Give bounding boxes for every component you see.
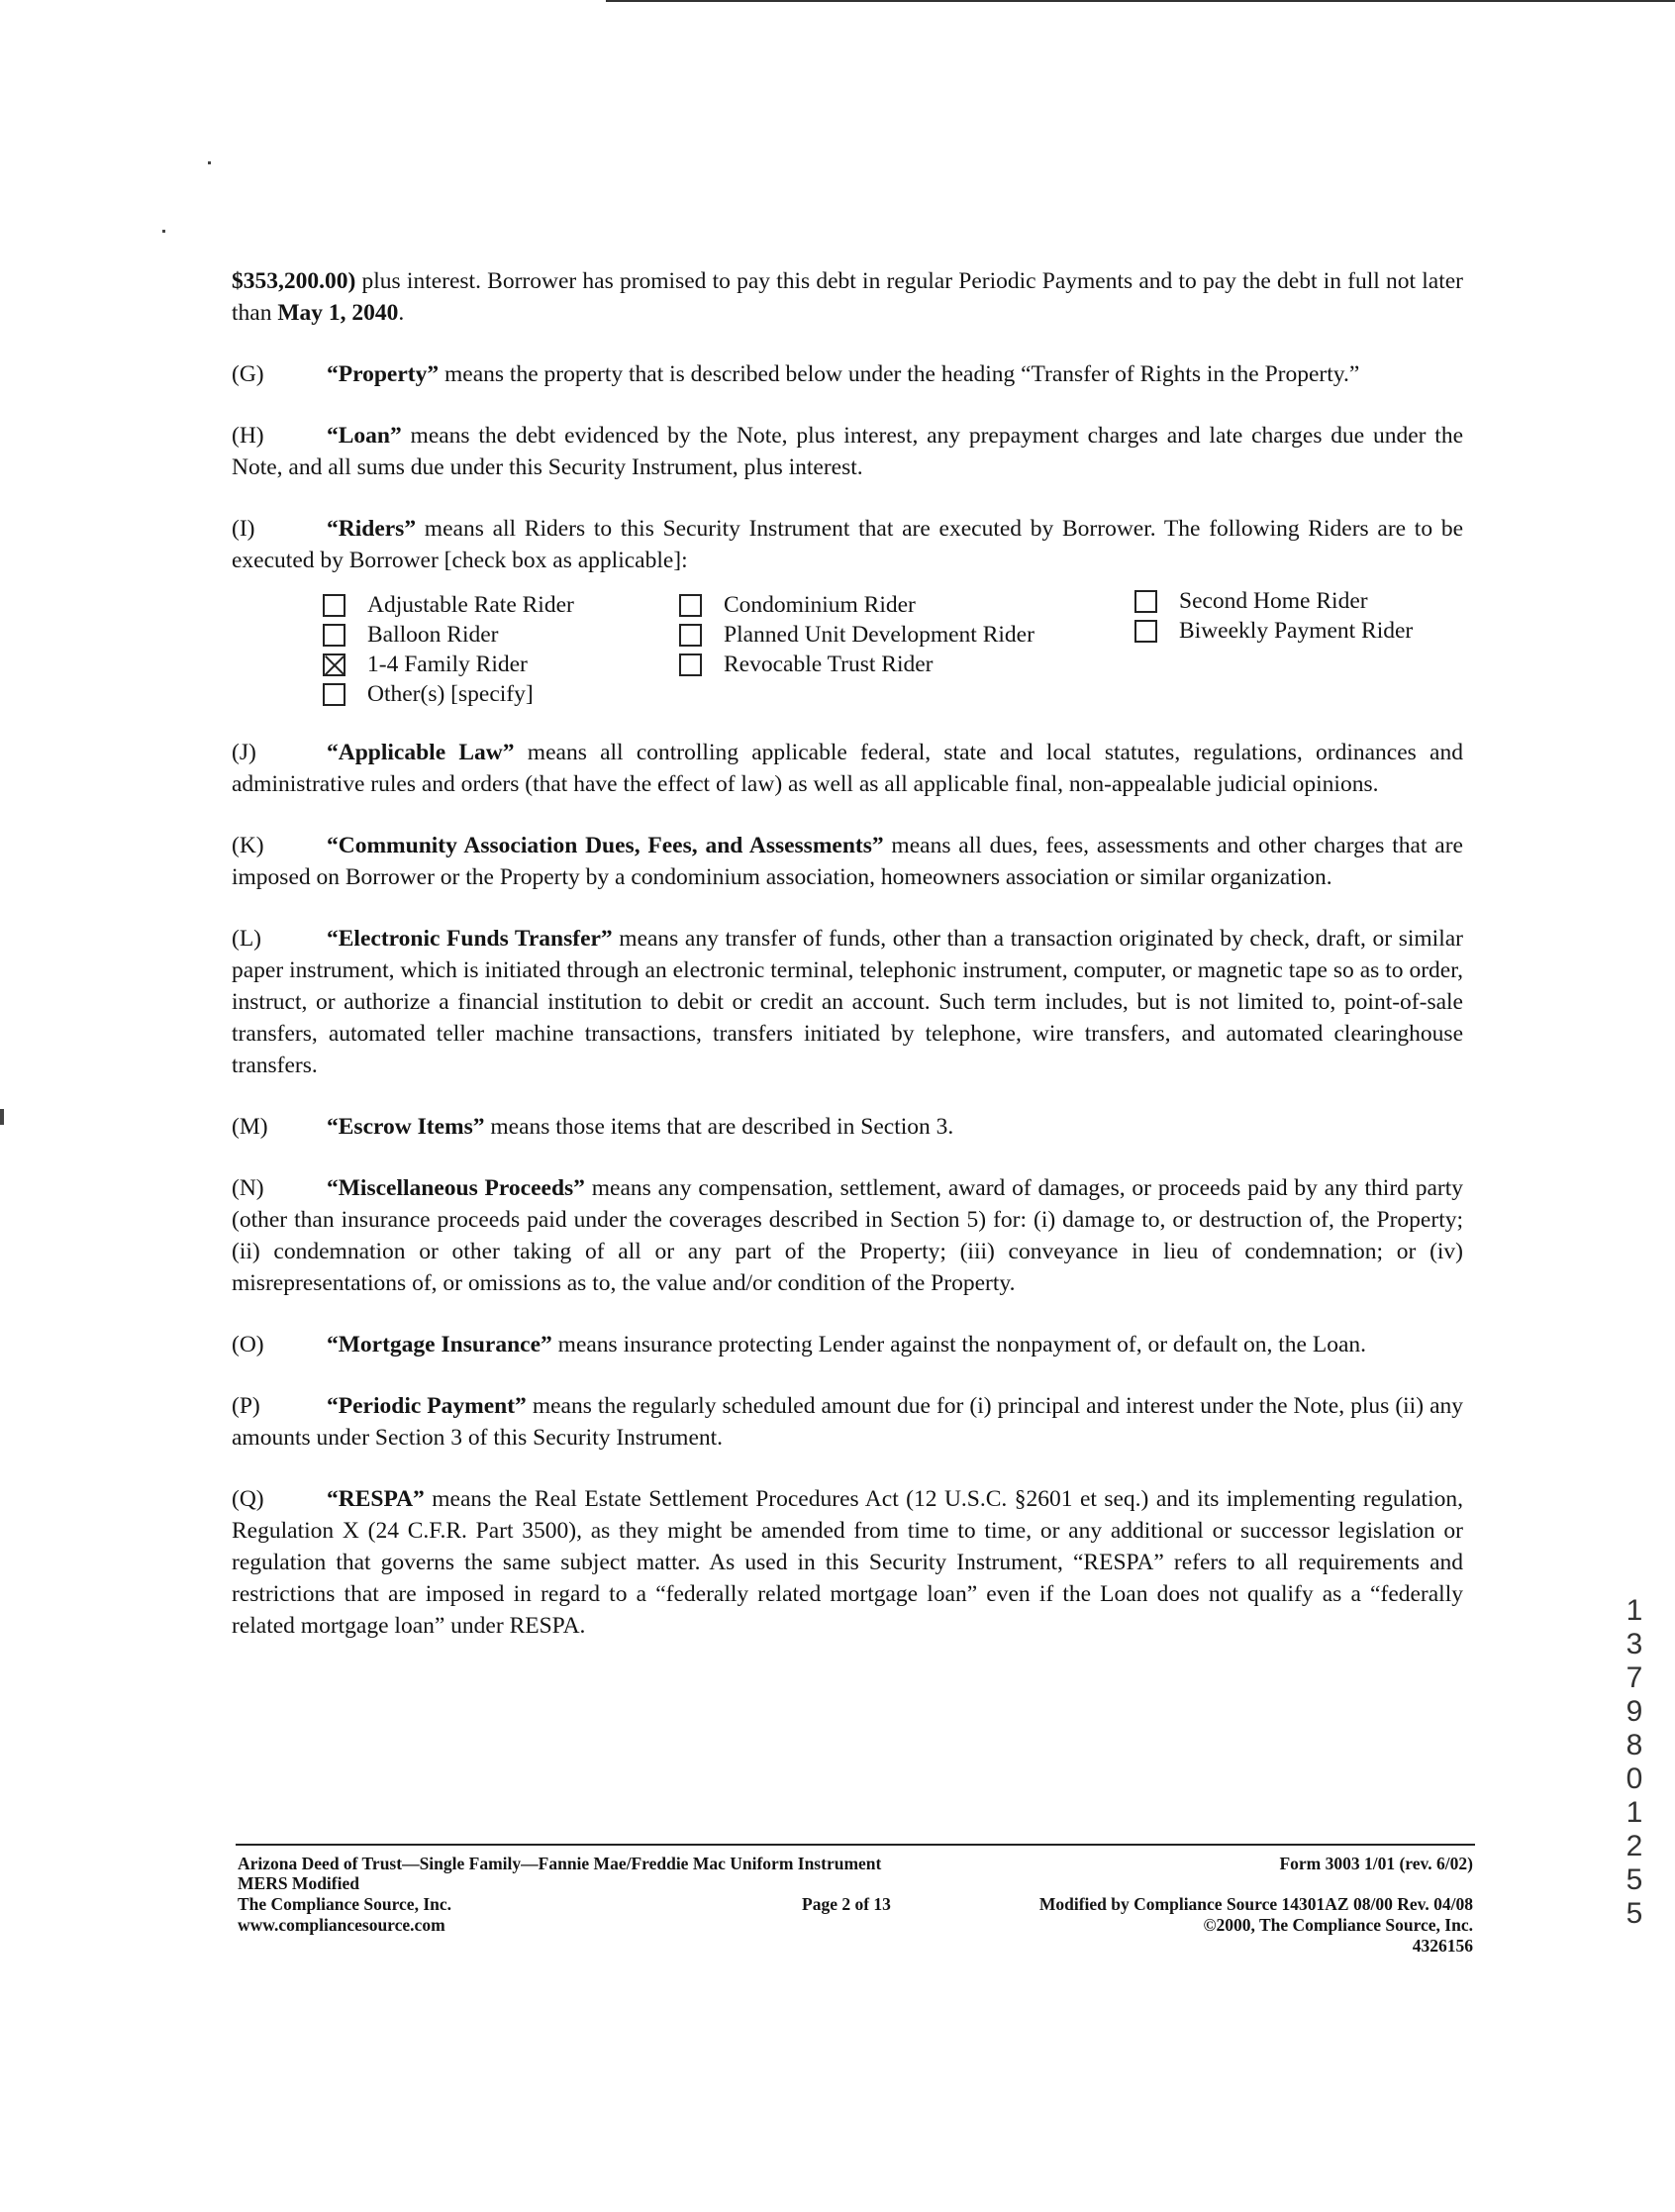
intro-paragraph: $353,200.00) plus interest. Borrower has promised to pay this debt in regular Periodic Payments and to pay the debt in full not later than May 1, 2040. <box>232 268 1463 326</box>
checkbox-checked[interactable] <box>323 654 345 676</box>
side-stamp-number: 1 3 7 9 8 0 1 2 5 5 <box>1626 1594 1643 1930</box>
rider-others[interactable]: Other(s) [specify] <box>323 679 534 709</box>
rider-second-home[interactable]: Second Home Rider <box>1134 586 1368 616</box>
loan-amount: $353,200.00) <box>232 268 356 294</box>
riders-checklist <box>323 587 1463 715</box>
checkbox[interactable] <box>679 594 702 617</box>
document-body <box>232 265 1463 1671</box>
checkbox[interactable] <box>323 683 345 706</box>
checkbox[interactable] <box>1134 590 1157 613</box>
footer-divider <box>236 1844 1475 1846</box>
definition-K: (K) “Community Association Dues, Fees, and Assessments” means all dues, fees, assessments and other charges that are imposed on Borrower or the Property by a condominium association, homeowners association or similar organization. <box>232 833 1463 890</box>
rider-biweekly-payment[interactable]: Biweekly Payment Rider <box>1134 616 1413 646</box>
footer-page-number: Page 2 of 13 <box>802 1894 891 1914</box>
top-border-line <box>606 0 1675 2</box>
definition-H: (H) “Loan” means the debt evidenced by the Note, plus interest, any prepayment charges and late charges due under the Note, and all sums due under this Security Instrument, plus interest. <box>232 423 1463 480</box>
maturity-date: May 1, 2040 <box>277 300 399 326</box>
checkbox[interactable] <box>323 624 345 647</box>
rider-revocable-trust[interactable]: Revocable Trust Rider <box>679 650 934 679</box>
definition-M: (M) “Escrow Items” means those items that are described in Section 3. <box>232 1114 954 1140</box>
definition-N: (N) “Miscellaneous Proceeds” means any compensation, settlement, award of damages, or proceeds paid by any third party (other than insurance proceeds paid under the coverages described in Section 5) for: (i) damage to, or destruction of, the Property; (ii) condemnation or other taking of all or any part of the Property; (iii) conveyance in lieu of condemnation; or (iv) misrepresentations of, or omissions as to, the value and/or condition of the Property. <box>232 1175 1463 1296</box>
footer-copyright: ©2000, The Compliance Source, Inc. <box>1203 1915 1473 1935</box>
rider-1-4-family[interactable]: 1-4 Family Rider <box>323 650 528 679</box>
scan-speck <box>0 1109 4 1125</box>
footer-company: The Compliance Source, Inc. <box>238 1894 451 1914</box>
definition-Q: (Q) “RESPA” means the Real Estate Settlement Procedures Act (12 U.S.C. §2601 et seq.) and its implementing regulation, Regulation X (24 C.F.R. Part 3500), as they might be amended from time to time, or any additional or successor legislation or regulation that governs the same subject matter. As used in this Security Instrument, “RESPA” refers to all requirements and restrictions that are imposed in regard to a “federally related mortgage loan” even if the Loan does not qualify as a “federally related mortgage loan” under RESPA. <box>232 1486 1463 1639</box>
footer-website: www.compliancesource.com <box>238 1915 445 1935</box>
definition-O: (O) “Mortgage Insurance” means insurance protecting Lender against the nonpayment of, or default on, the Loan. <box>232 1332 1367 1357</box>
checkbox[interactable] <box>323 594 345 617</box>
checkbox[interactable] <box>679 654 702 676</box>
footer-modified-by: Modified by Compliance Source 14301AZ 08/00 Rev. 04/08 <box>1038 1894 1473 1914</box>
footer-form-title: Arizona Deed of Trust—Single Family—Fannie Mae/Freddie Mac Uniform Instrument <box>238 1854 882 1873</box>
scan-speck <box>162 230 165 233</box>
rider-adjustable-rate[interactable]: Adjustable Rate Rider <box>323 590 574 620</box>
checkbox[interactable] <box>679 624 702 647</box>
definition-G: (G) “Property” means the property that is described below under the heading “Transfer of Rights in the Property.” <box>232 361 1360 387</box>
rider-planned-unit-development[interactable]: Planned Unit Development Rider <box>679 620 1035 650</box>
footer-document-id: 4326156 <box>1412 1936 1473 1956</box>
definition-J: (J) “Applicable Law” means all controlling applicable federal, state and local statutes, regulations, ordinances and administrative rules and orders (that have the effect of law) as well as all applicable final, non-appealable judicial opinions. <box>232 740 1463 797</box>
definition-L: (L) “Electronic Funds Transfer” means any transfer of funds, other than a transaction originated by check, draft, or similar paper instrument, which is initiated through an electronic terminal, telephonic instrument, computer, or magnetic tape so as to order, instruct, or authorize a financial institution to debit or credit an account. Such term includes, but is not limited to, point-of-sale transfers, automated teller machine transactions, transfers initiated by telephone, wire transfers, and automated clearinghouse transfers. <box>232 926 1463 1078</box>
rider-balloon[interactable]: Balloon Rider <box>323 620 499 650</box>
definition-P: (P) “Periodic Payment” means the regularly scheduled amount due for (i) principal and interest under the Note, plus (ii) any amounts under Section 3 of this Security Instrument. <box>232 1393 1463 1451</box>
rider-condominium[interactable]: Condominium Rider <box>679 590 916 620</box>
definition-I: (I) “Riders” means all Riders to this Security Instrument that are executed by Borrower. The following Riders are to be executed by Borrower [check box as applicable]: <box>232 516 1463 573</box>
footer-form-number: Form 3003 1/01 (rev. 6/02) <box>1279 1854 1473 1873</box>
scan-speck <box>208 161 211 164</box>
checkbox[interactable] <box>1134 620 1157 643</box>
footer-mers: MERS Modified <box>238 1873 359 1893</box>
